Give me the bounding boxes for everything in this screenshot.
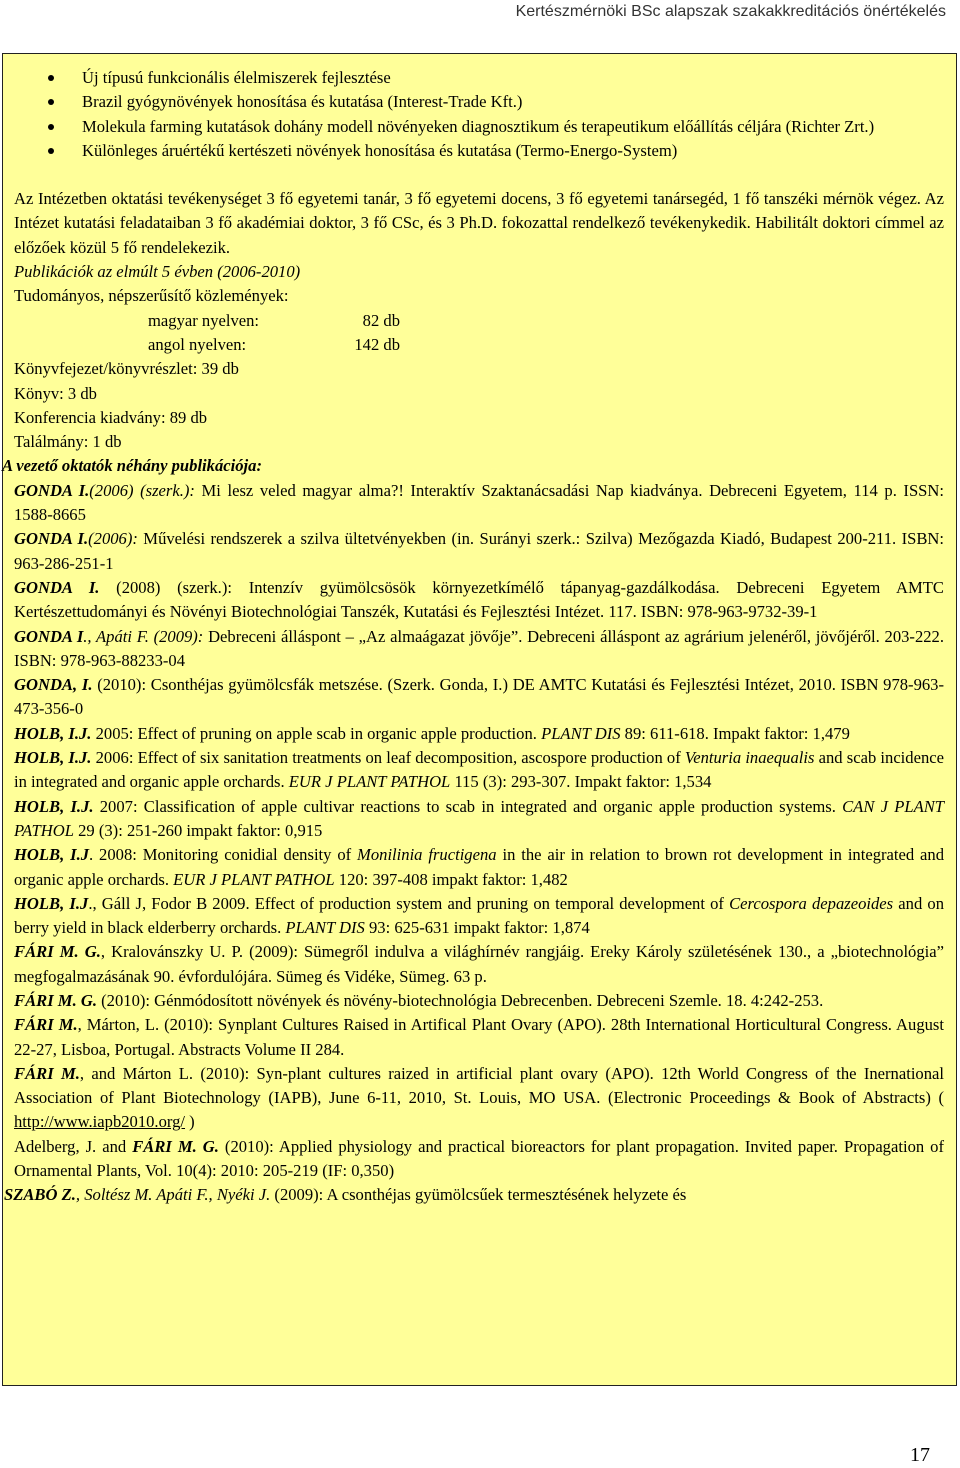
chapters-count: Könyvfejezet/könyvrészlet: 39 db: [14, 359, 239, 379]
page-number: 17: [910, 1444, 930, 1466]
conference-count: Konferencia kiadvány: 89 db: [14, 407, 208, 427]
staff-paragraph: Az Intézetben oktatási tevékenységet 3 fő egyetemi tanár, 3 fő egyetemi docens, 3 fő egyetemi tanársegéd, 1 fő tanszéki mérnök végez. Az Intézet kutatási feladataiban 3 fő akadémiai doktor, 3 fő CSc, és 3 Ph.D. fokozattal rendelkező tevékenykedik. Habilitált doktori címmel az előzőek közül 5 fő rendelekezik.: [14, 189, 944, 257]
reference-item: SZABÓ Z., Soltész M. Apáti F., Nyéki J. (2009): A csonthéjas gyümölcsűek termesztésének helyzete és: [4, 1185, 687, 1205]
page-content: [2, 66, 945, 1208]
scientific-label: Tudományos, népszerűsítő közlemények:: [14, 286, 289, 306]
hungarian-row: [14, 309, 944, 333]
reference-item: FÁRI M. G. (2010): Génmódosított növények és növény-biotechnológia Debrecenben. Debreceni Szemle. 18. 4:242-253.: [14, 990, 824, 1010]
list-item: Új típusú funkcionális élelmiszerek fejlesztése: [82, 66, 944, 90]
hungarian-value: 82 db: [362, 310, 400, 330]
reference-item: GONDA, I. (2010): Csonthéjas gyümölcsfák metszése. (Szerk. Gonda, I.) DE AMTC Kutatási és Fejlesztési Intézet, 2010. ISBN 978-963-473-356-0: [14, 675, 944, 719]
list-item: Brazil gyógynövények honosítása és kutatása (Interest-Trade Kft.): [82, 90, 944, 114]
reference-item: GONDA I. (2008) (szerk.): Intenzív gyümölcsösök környezetkímélő tápanyag-gazdálkodása. Debreceni Egyetem AMTC Kertészettudományi és Növényi Biotechnológiai Tanszék, Kutatási és Fejlesztési Intézet. 117. ISBN: 978-963-9732-39-1: [14, 577, 944, 622]
reference-item: HOLB, I.J. 2007: Classification of apple cultivar reactions to scab in integrated and organic apple production systems. CAN J PLANT PATHOL 29 (3): 251-260 impakt faktor: 0,915: [14, 796, 944, 840]
running-header: Kertészmérnöki BSc alapszak szakakkreditációs önértékelés: [515, 3, 946, 20]
english-label: angol nyelven:: [148, 334, 247, 354]
reference-item: HOLB, I.J. 2005: Effect of pruning on apple scab in organic apple production. PLANT DIS 89: 611-618. Impakt faktor: 1,479: [14, 723, 850, 743]
reference-item: HOLB, I.J. 2006: Effect of six sanitation treatments on leaf decomposition, ascospore production of Venturia inaequalis and scab incidence in integrated and organic apple orchards. EUR J PLANT PATHOL 115 (3): 293-307. Impakt faktor: 1,534: [14, 748, 944, 792]
hungarian-label: magyar nyelven:: [148, 310, 260, 330]
reference-item: GONDA I., Apáti F. (2009): Debreceni álláspont – „Az almaágazat jövője”. Debreceni álláspont az agrárium jelenéről, jövőjéről. 203-222. ISBN: 978-963-88233-04: [14, 626, 944, 670]
books-count: Könyv: 3 db: [14, 383, 97, 403]
research-topics-list: [14, 66, 944, 163]
reference-item: HOLB, I.J. 2008: Monitoring conidial density of Monilinia fructigena in the air in relation to brown rot development in integrated and organic apple orchards. EUR J PLANT PATHOL 120: 397-408 impakt faktor: 1,482: [14, 845, 944, 889]
english-value: 142 db: [354, 334, 400, 354]
reference-item: FÁRI M., and Márton L. (2010): Syn-plant cultures raized in artificial plant ovary (APO). 12th World Congress of the Inernational Association of Plant Biotechnology (IAPB), June 6-11, 2010, St. Louis, MO USA. (Electronic Proceedings & Book of Abstracts) ( http://www.iapb2010.org/ ): [14, 1063, 944, 1132]
reference-item: GONDA I.(2006): Művelési rendszerek a szilva ültetvényekben (in. Surányi szerk.: Szilva) Mezőgazda Kiadó, Budapest 200-211. ISBN: 963-286-251-1: [14, 529, 945, 573]
iapb-link[interactable]: http://www.iapb2010.org/: [14, 1112, 186, 1132]
lead-publications-heading: A vezető oktatók néhány publikációja:: [2, 456, 262, 476]
english-row: [14, 333, 944, 357]
publications-heading: Publikációk az elmúlt 5 évben (2006-2010): [14, 262, 301, 282]
reference-item: HOLB, I.J., Gáll J, Fodor B 2009. Effect of production system and pruning on temporal development of Cercospora depazeoides and on berry yield in black elderberry orchards. PLANT DIS 93: 625-631 impakt faktor: 1,874: [14, 893, 944, 938]
reference-item: FÁRI M., Márton, L. (2010): Synplant Cultures Raised in Artifical Plant Ovary (APO). 28th International Horticultural Congress. August 22-27, Lisboa, Portugal. Abstracts Volume II 284.: [14, 1015, 944, 1059]
list-item: Molekula farming kutatások dohány modell növényeken diagnosztikum és terapeutikum előállítás céljára (Richter Zrt.): [82, 115, 944, 139]
patents-count: Találmány: 1 db: [14, 432, 122, 452]
reference-item: FÁRI M. G., Kralovánszky U. P. (2009): Sümegről indulva a világhírnév rangjáig. Ereky Károly születésének 130., a „biotechnológia” megfogalmazásának 90. évfordulójára. Sümeg és Vidéke, Sümeg. 63 p.: [14, 942, 944, 986]
list-item: Különleges áruértékű kertészeti növények honosítása és kutatása (Termo-Energo-System): [82, 139, 944, 163]
reference-item: GONDA I.(2006) (szerk.): Mi lesz veled magyar alma?! Interaktív Szaktanácsadási Nap kiadványa. Debreceni Egyetem, 114 p. ISSN: 1588-8665: [14, 480, 945, 525]
reference-item: Adelberg, J. and FÁRI M. G. (2010): Applied physiology and practical bioreactors for plant propagation. Invited paper. Propagation of Ornamental Plants, Vol. 10(4): 2010: 205-219 (IF: 0,350): [14, 1136, 944, 1181]
